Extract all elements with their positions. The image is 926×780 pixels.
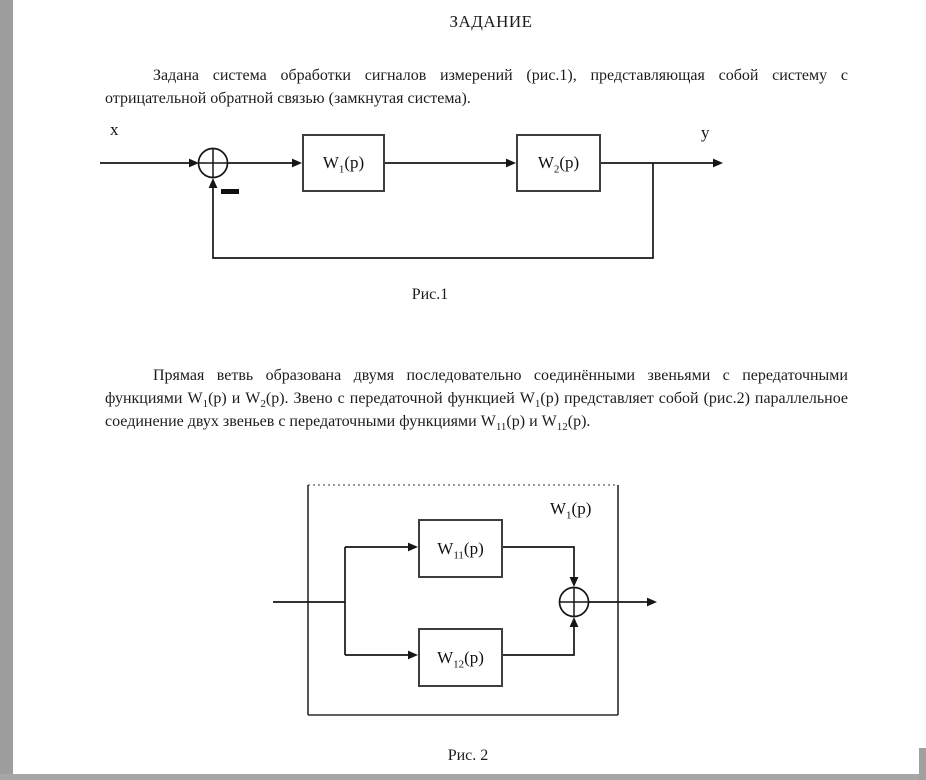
w2-subscript: 2: [260, 398, 266, 411]
fig2-w12-block: [418, 628, 503, 687]
right-edge-bar: [919, 748, 926, 780]
fig2-w12-label: $W_{12}(p)$: [437, 647, 484, 670]
fig2-sum-junction: [560, 588, 589, 617]
fig1-w2-label: $W_2(p)$: [537, 153, 580, 176]
fig1-arrowheads: [189, 159, 723, 188]
paragraph-1: Задана система обработки сигналов измерений (рис.1), представляющая собой систему с отрицательной обратной связью (замкнутая система).: [105, 67, 848, 107]
fig2-caption: Рис. 2: [447, 747, 489, 764]
paragraph-2: Прямая ветвь образована двумя последовательно соединёнными звеньями с передаточными функциями $W_1(p)$ и $W_2(p)$. Звено с передаточной функцией $W_1(p)$ представляет собой (рис.2) параллельное соединение двух звеньев с передаточными функциями $W_{11}(p)$ и $W_{12}(p)$.: [105, 367, 849, 434]
fig1-input-label: x: [110, 120, 119, 139]
fig1-caption: Рис.1: [411, 286, 449, 303]
w1-subscript: 1: [534, 398, 541, 411]
left-edge-bar: [0, 0, 13, 780]
fig1-sum-junction: [199, 149, 228, 178]
fig1-w1-block: [302, 134, 385, 192]
w11-subscript: 11: [495, 421, 507, 434]
paragraph-2-text: Прямая ветвь образована двумя последовательно соединёнными звеньями с передаточными функциями W: [105, 367, 848, 407]
fig2-title-label: $W_1(p)$: [550, 499, 592, 522]
fig2-w11-label: $W_{11}(p)$: [437, 538, 484, 561]
fig2-w11-block: [418, 519, 503, 578]
fig1-output-label: y: [701, 123, 710, 142]
page-title: ЗАДАНИЕ: [449, 12, 533, 31]
fig1-w2-block: [516, 134, 601, 192]
fig1-w1-label: $W_1(p)$: [322, 153, 365, 176]
w1-subscript: 1: [202, 398, 209, 411]
minus-sign-icon: [221, 189, 239, 194]
fig1-lines: [100, 163, 714, 258]
w12-subscript: 12: [556, 421, 568, 434]
bottom-edge-bar: [0, 774, 926, 780]
